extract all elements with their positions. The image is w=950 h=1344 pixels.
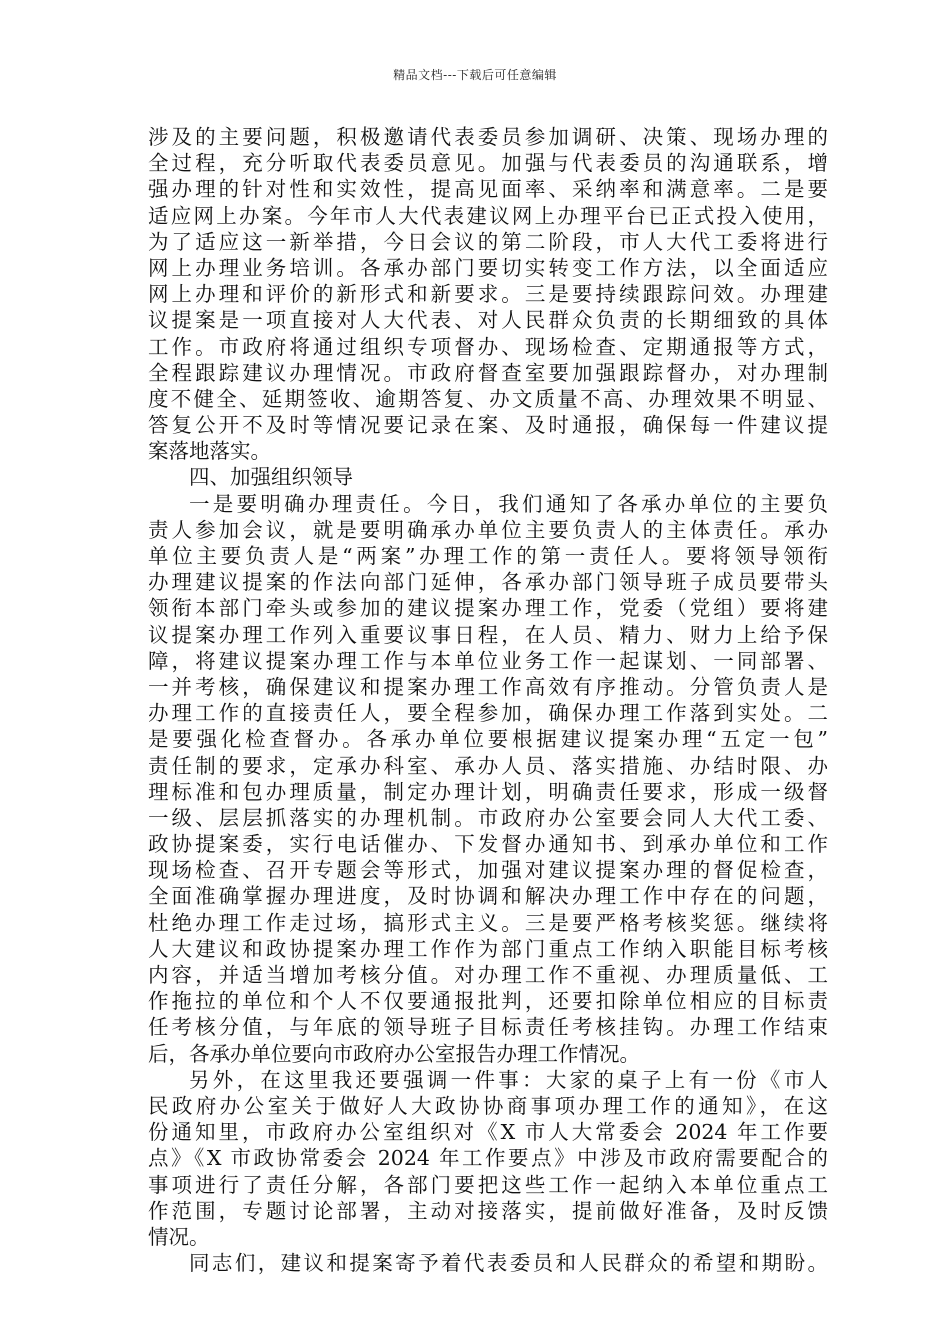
text-line: 责人参加会议，就是要明确承办单位主要负责人的主体责任。承办 [148,517,828,542]
text-line: 同志们，建议和提案寄予着代表委员和人民群众的希望和期盼。 [189,1251,828,1276]
text-line: 单位主要负责人是“两案”办理工作的第一责任人。要将领导领衔 [148,544,828,568]
text-line: 现场检查、召开专题会等形式，加强对建议提案办理的督促检查， [148,858,828,883]
text-line: 一级、层层抓落实的办理机制。市政府办公室要会同人大代工委、 [148,805,828,830]
text-line: 网上办理和评价的新形式和新要求。三是要持续跟踪问效。办理建 [148,282,828,307]
text-line: 后，各承办单位要向市政府办公室报告办理工作情况。 [148,1041,640,1066]
text-line: 议提案办理工作列入重要议事日程，在人员、精力、财力上给予保 [148,622,828,647]
text-line: 领衔本部门牵头或参加的建议提案办理工作，党委（党组）要将建 [148,596,828,621]
text-line: 适应网上办案。今年市人大代表建议网上办理平台已正式投入使用， [148,203,828,228]
text-line: 作范围，专题讨论部署，主动对接落实，提前做好准备，及时反馈 [148,1198,828,1223]
text-line: 度不健全、延期签收、逾期答复、办文质量不高、办理效果不明显、 [148,386,828,411]
text-line: 全过程，充分听取代表委员意见。加强与代表委员的沟通联系，增 [148,151,828,176]
text-line: 议提案是一项直接对人大代表、对人民群众负责的长期细致的具体 [148,308,828,333]
text-line: 全程跟踪建议办理情况。市政府督查室要加强跟踪督办，对办理制 [148,360,828,385]
text-line: 份通知里，市政府办公室组织对《X 市人大常委会 2024 年工作要 [148,1120,828,1145]
text-line: 障，将建议提案办理工作与本单位业务工作一起谋划、一同部署、 [148,648,828,673]
text-line: 案落地落实。 [148,439,271,464]
body-text [148,124,828,1276]
text-line: 民政府办公室关于做好人大政协协商事项办理工作的通知》，在这 [148,1093,828,1118]
text-line: 事项进行了责任分解，各部门要把这些工作一起纳入本单位重点工 [148,1172,828,1197]
text-line: 办理建议提案的作法向部门延伸，各承办部门领导班子成员要带头 [148,570,828,595]
text-line: 网上办理业务培训。各承办部门要切实转变工作方法，以全面适应 [148,255,828,280]
text-line: 另外，在这里我还要强调一件事：大家的桌子上有一份《市人 [189,1067,828,1092]
text-line: 理标准和包办理质量，制定办理计划，明确责任要求，形成一级督 [148,779,828,804]
text-line: 情况。 [148,1224,210,1249]
text-line: 责任制的要求，定承办科室、承办人员、落实措施、办结时限、办 [148,753,828,778]
text-line: 办理工作的直接责任人，要全程参加，确保办理工作落到实处。二 [148,701,828,726]
text-line: 杜绝办理工作走过场，搞形式主义。三是要严格考核奖惩。继续将 [148,910,828,935]
text-line: 任考核分值，与年底的领导班子目标责任考核挂钩。办理工作结束 [148,1015,828,1040]
text-line: 作拖拉的单位和个人不仅要通报批判，还要扣除单位相应的目标责 [148,989,828,1014]
page-header: 精品文档---下载后可任意编辑 [393,68,557,82]
text-line: 答复公开不及时等情况要记录在案、及时通报，确保每一件建议提 [148,413,828,438]
text-line: 强办理的针对性和实效性，提高见面率、采纳率和满意率。二是要 [148,177,828,202]
text-line: 一并考核，确保建议和提案办理工作高效有序推动。分管负责人是 [148,674,828,699]
text-line: 内容，并适当增加考核分值。对办理工作不重视、办理质量低、工 [148,963,828,987]
text-line: 涉及的主要问题，积极邀请代表委员参加调研、决策、现场办理的 [148,125,828,149]
text-line: 工作。市政府将通过组织专项督办、现场检查、定期通报等方式， [148,334,828,359]
text-line: 一是要明确办理责任。今日，我们通知了各承办单位的主要负 [189,491,828,516]
text-line: 是要强化检查督办。各承办单位要根据建议提案办理“五定一包” [148,727,828,752]
text-line: 人大建议和政协提案办理工作作为部门重点工作纳入职能目标考核 [148,936,828,961]
text-line: 为了适应这一新举措，今日会议的第二阶段，市人大代工委将进行 [148,229,828,254]
text-line: 全面准确掌握办理进度，及时协调和解决办理工作中存在的问题， [148,884,828,909]
text-line: 政协提案委，实行电话催办、下发督办通知书、到承办单位和工作 [148,832,828,857]
text-line: 四、加强组织领导 [189,465,353,490]
text-line: 点》《X 市政协常委会 2024 年工作要点》中涉及市政府需要配合的 [148,1146,828,1171]
